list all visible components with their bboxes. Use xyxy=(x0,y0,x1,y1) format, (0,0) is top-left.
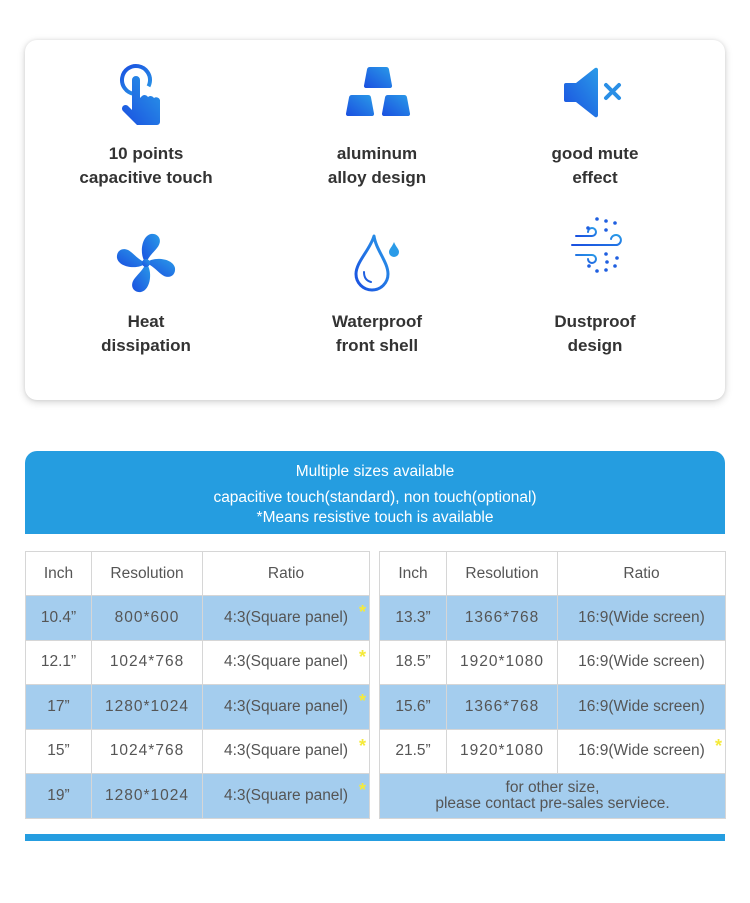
cell-resolution: 1024*768 xyxy=(92,729,203,774)
cell-resolution: 1920*1080 xyxy=(447,729,558,774)
feature-good-mute xyxy=(480,60,710,190)
cell-ratio: 4:3(Square panel) * xyxy=(203,640,370,685)
table-row xyxy=(26,685,370,730)
header-inch: Inch xyxy=(26,552,92,596)
table-row xyxy=(380,596,726,641)
feature-label-line2: design xyxy=(567,336,623,355)
table-row xyxy=(26,640,370,685)
feature-label-line1: Dustproof xyxy=(554,312,636,331)
table-row xyxy=(26,729,370,774)
table-header-row xyxy=(380,552,726,596)
cell-resolution: 1366*768 xyxy=(447,596,558,641)
banner-touch-options: capacitive touch(standard), non touch(optional) xyxy=(213,489,537,506)
header-resolution: Resolution xyxy=(92,552,203,596)
feature-label-line2: front shell xyxy=(335,336,419,355)
cell-resolution: 1280*1024 xyxy=(92,685,203,730)
table-row xyxy=(26,596,370,641)
other-size-line2: please contact pre-sales serviece. xyxy=(435,794,670,812)
feature-label-line1: aluminum xyxy=(336,144,418,163)
cell-ratio: 4:3(Square panel) * xyxy=(203,774,370,819)
sizes-table-left xyxy=(25,551,370,819)
cell-inch: 13.3” xyxy=(380,596,447,641)
cell-inch: 18.5” xyxy=(380,640,447,685)
header-ratio: Ratio xyxy=(558,552,726,596)
cell-resolution: 1366*768 xyxy=(447,685,558,730)
speaker-mute-icon xyxy=(560,60,630,130)
feature-label-line2: alloy design xyxy=(327,168,427,187)
touch-hand-icon xyxy=(111,60,181,130)
other-size-line1: for other size, xyxy=(505,778,600,796)
cell-ratio: 4:3(Square panel) * xyxy=(203,685,370,730)
cell-inch: 12.1” xyxy=(26,640,92,685)
feature-heat-dissipation xyxy=(31,228,261,358)
resistive-star-icon: * xyxy=(358,735,366,756)
cell-ratio: 16:9(Wide screen) * xyxy=(558,729,726,774)
feature-capacitive-touch xyxy=(31,60,261,190)
header-ratio: Ratio xyxy=(203,552,370,596)
feature-label-line2: capacitive touch xyxy=(79,168,213,187)
fan-icon xyxy=(111,228,181,298)
cell-inch: 15.6” xyxy=(380,685,447,730)
cell-ratio: 16:9(Wide screen) xyxy=(558,640,726,685)
cell-inch: 21.5” xyxy=(380,729,447,774)
cell-ratio: 4:3(Square panel) * xyxy=(203,596,370,641)
cell-ratio: 16:9(Wide screen) xyxy=(558,685,726,730)
cell-resolution: 800*600 xyxy=(92,596,203,641)
sizes-banner xyxy=(25,451,725,534)
feature-label-line1: good mute xyxy=(551,144,639,163)
feature-label-line2: dissipation xyxy=(101,336,191,355)
cell-inch: 10.4” xyxy=(26,596,92,641)
resistive-star-icon: * xyxy=(714,735,722,756)
feature-aluminum-alloy xyxy=(262,60,492,190)
table-row xyxy=(380,729,726,774)
cell-resolution: 1920*1080 xyxy=(447,640,558,685)
cell-resolution: 1024*768 xyxy=(92,640,203,685)
table-header-row xyxy=(26,552,370,596)
resistive-star-icon: * xyxy=(358,780,366,800)
banner-title: Multiple sizes available xyxy=(295,463,455,480)
table-row xyxy=(380,640,726,685)
wind-dust-icon xyxy=(560,215,630,285)
sizes-table-right xyxy=(379,551,726,819)
resistive-star-icon: * xyxy=(358,602,366,622)
feature-label-line1: 10 points xyxy=(108,144,184,163)
table-row-other-size xyxy=(380,774,726,819)
banner-resistive-note: *Means resistive touch is available xyxy=(256,509,494,526)
water-drop-icon xyxy=(342,228,412,298)
header-inch: Inch xyxy=(380,552,447,596)
feature-label-line1: Heat xyxy=(127,312,165,331)
cell-inch: 15” xyxy=(26,729,92,774)
feature-label-line1: Waterproof xyxy=(331,312,423,331)
cell-inch: 19” xyxy=(26,774,92,819)
feature-waterproof xyxy=(262,228,492,358)
bottom-divider-bar xyxy=(25,834,725,841)
header-resolution: Resolution xyxy=(447,552,558,596)
features-card xyxy=(25,40,725,400)
cell-ratio: 4:3(Square panel) * xyxy=(203,729,370,774)
other-size-note xyxy=(380,774,726,819)
resistive-star-icon: * xyxy=(358,646,366,667)
aluminum-ingots-icon xyxy=(342,60,412,130)
feature-dustproof xyxy=(480,215,710,358)
cell-inch: 17” xyxy=(26,685,92,730)
table-row xyxy=(380,685,726,730)
table-row xyxy=(26,774,370,819)
feature-label-line2: effect xyxy=(572,168,618,187)
resistive-star-icon: * xyxy=(358,691,366,711)
cell-ratio: 16:9(Wide screen) xyxy=(558,596,726,641)
cell-resolution: 1280*1024 xyxy=(92,774,203,819)
